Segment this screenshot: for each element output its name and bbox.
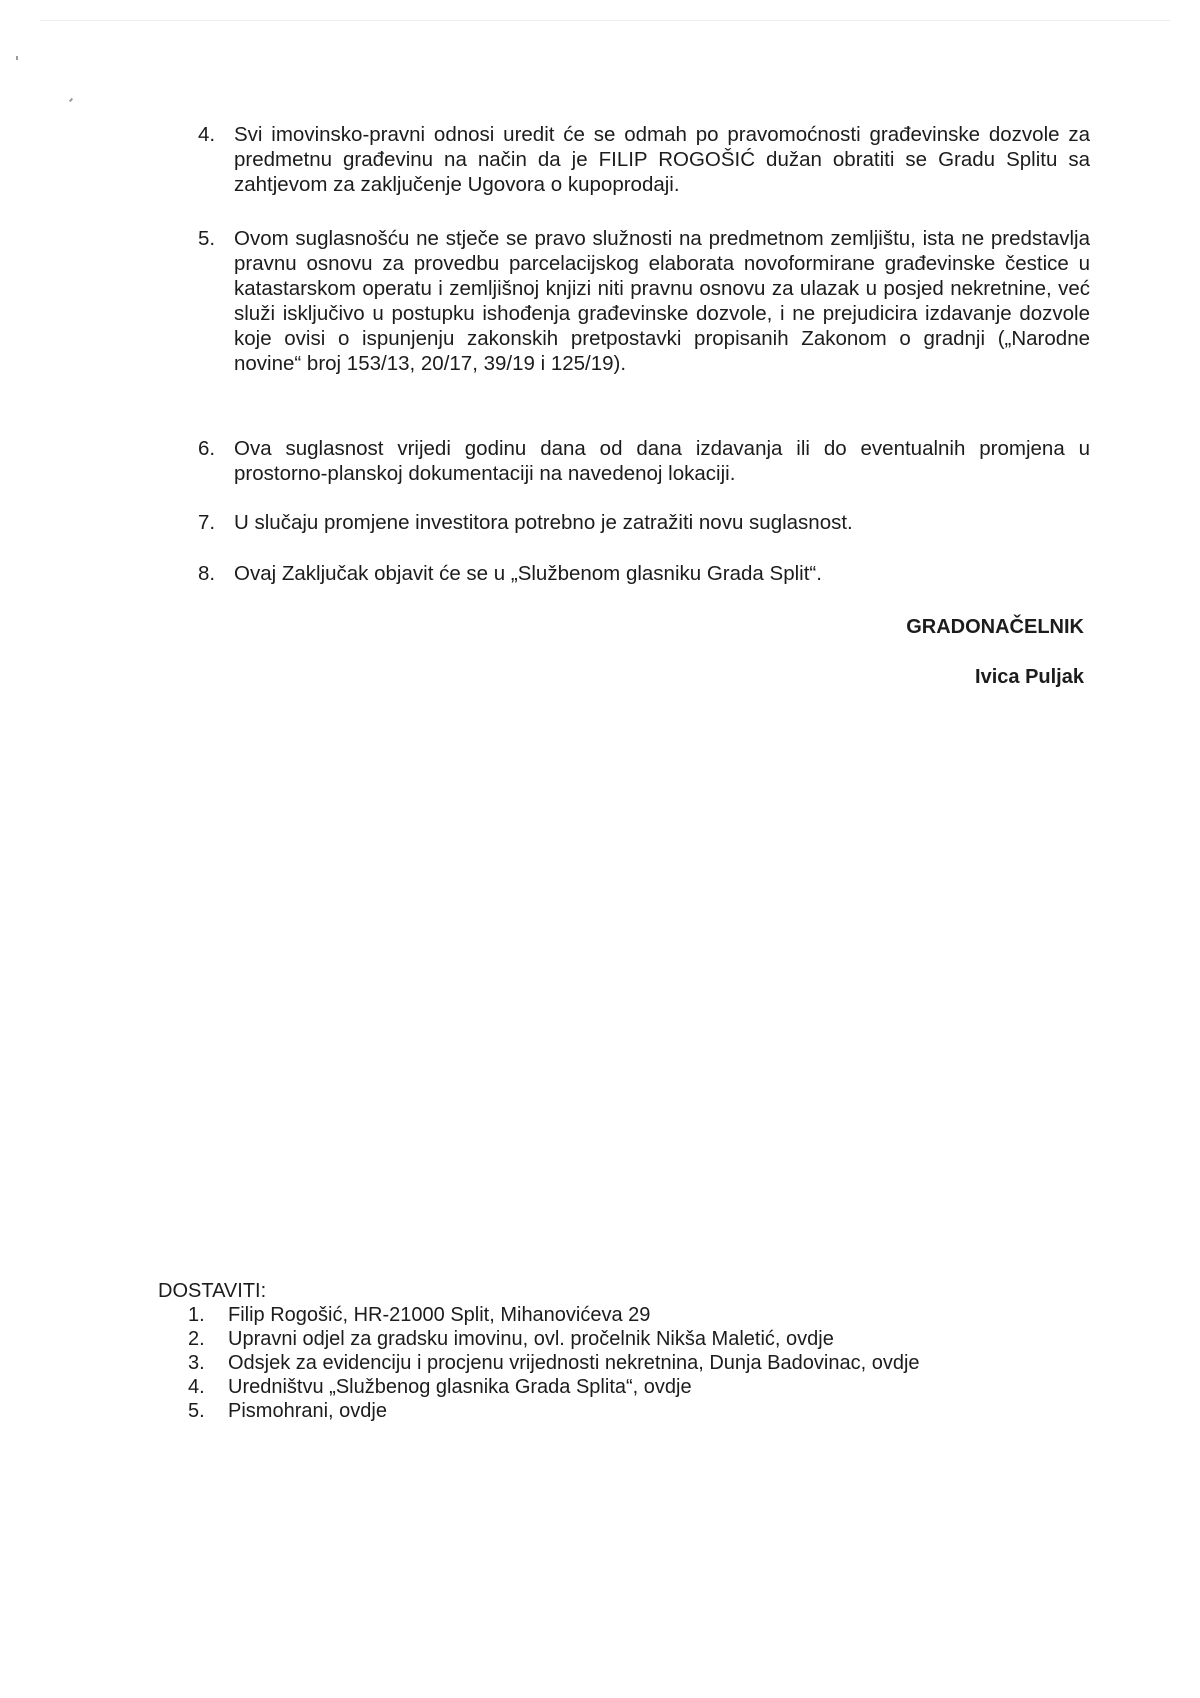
clause-number: 6. [198,437,216,460]
clause-item-4 [198,122,1090,197]
clause-number: 8. [198,562,216,585]
list-number: 1. [188,1304,205,1326]
list-text: Uredništvu „Službenog glasnika Grada Splita“, ovdje [228,1376,692,1398]
clause-item-6 [198,436,1090,486]
list-text: Filip Rogošić, HR-21000 Split, Mihanovićeva 29 [228,1304,651,1326]
clause-item-7 [198,510,1090,535]
clause-text: U slučaju promjene investitora potrebno je zatražiti novu suglasnost. [234,511,853,534]
clause-text: Ovom suglasnošću ne stječe se pravo služnosti na predmetnom zemljištu, ista ne predstavlja pravnu osnovu za provedbu parcelacijskog elaborata novoformirane građevinske čestice u katastarskom operatu i zemljišnoj knjizi niti pravnu osnovu za ulazak u posjed nekretnine, već služi isključivo u postupku ishođenja građevinske dozvole, i ne prejudicira izdavanje dozvole koje ovisi o ispunjenju zakonskih pretpostavki propisanih Zakonom o gradnji („Narodne novine“ broj 153/13, 20/17, 39/19 i 125/19). [234,227,1090,375]
clause-text: Ovaj Zaključak objavit će se u „Službenom glasniku Grada Split“. [234,562,822,585]
delivery-title: DOSTAVITI: [158,1280,267,1302]
clause-text: Svi imovinsko-pravni odnosi uredit će se odmah po pravomoćnosti građevinske dozvole za predmetnu građevinu na način da je FILIP ROGOŠIĆ dužan obratiti se Gradu Splitu sa zahtjevom za zaključenje Ugovora o kupoprodaji. [234,123,1090,196]
list-number: 5. [188,1400,205,1422]
scan-speck [16,56,18,60]
clause-number: 4. [198,123,216,146]
list-number: 3. [188,1352,205,1374]
signature-title: GRADONAČELNIK [906,616,1084,638]
clause-number: 5. [198,227,216,250]
list-item [188,1399,1088,1423]
clause-number: 7. [198,511,216,534]
clause-text: Ova suglasnost vrijedi godinu dana od dana izdavanja ili do eventualnih promjena u prostorno-planskoj dokumentaciji na navedenoj lokaciji. [234,437,1090,485]
list-text: Pismohrani, ovdje [228,1400,387,1422]
list-text: Odsjek za evidenciju i procjenu vrijednosti nekretnina, Dunja Badovinac, ovdje [228,1352,920,1374]
clause-item-5 [198,226,1090,376]
list-number: 2. [188,1328,205,1350]
list-item [188,1303,1088,1327]
list-text: Upravni odjel za gradsku imovinu, ovl. pročelnik Nikša Maletić, ovdje [228,1328,834,1350]
list-item [188,1351,1088,1375]
delivery-list [188,1303,1088,1423]
scan-edge-line [40,20,1170,21]
clause-item-8 [198,561,1090,586]
list-number: 4. [188,1376,205,1398]
list-item [188,1327,1088,1351]
scan-speck [69,98,73,102]
signature-name: Ivica Puljak [975,666,1084,688]
list-item [188,1375,1088,1399]
